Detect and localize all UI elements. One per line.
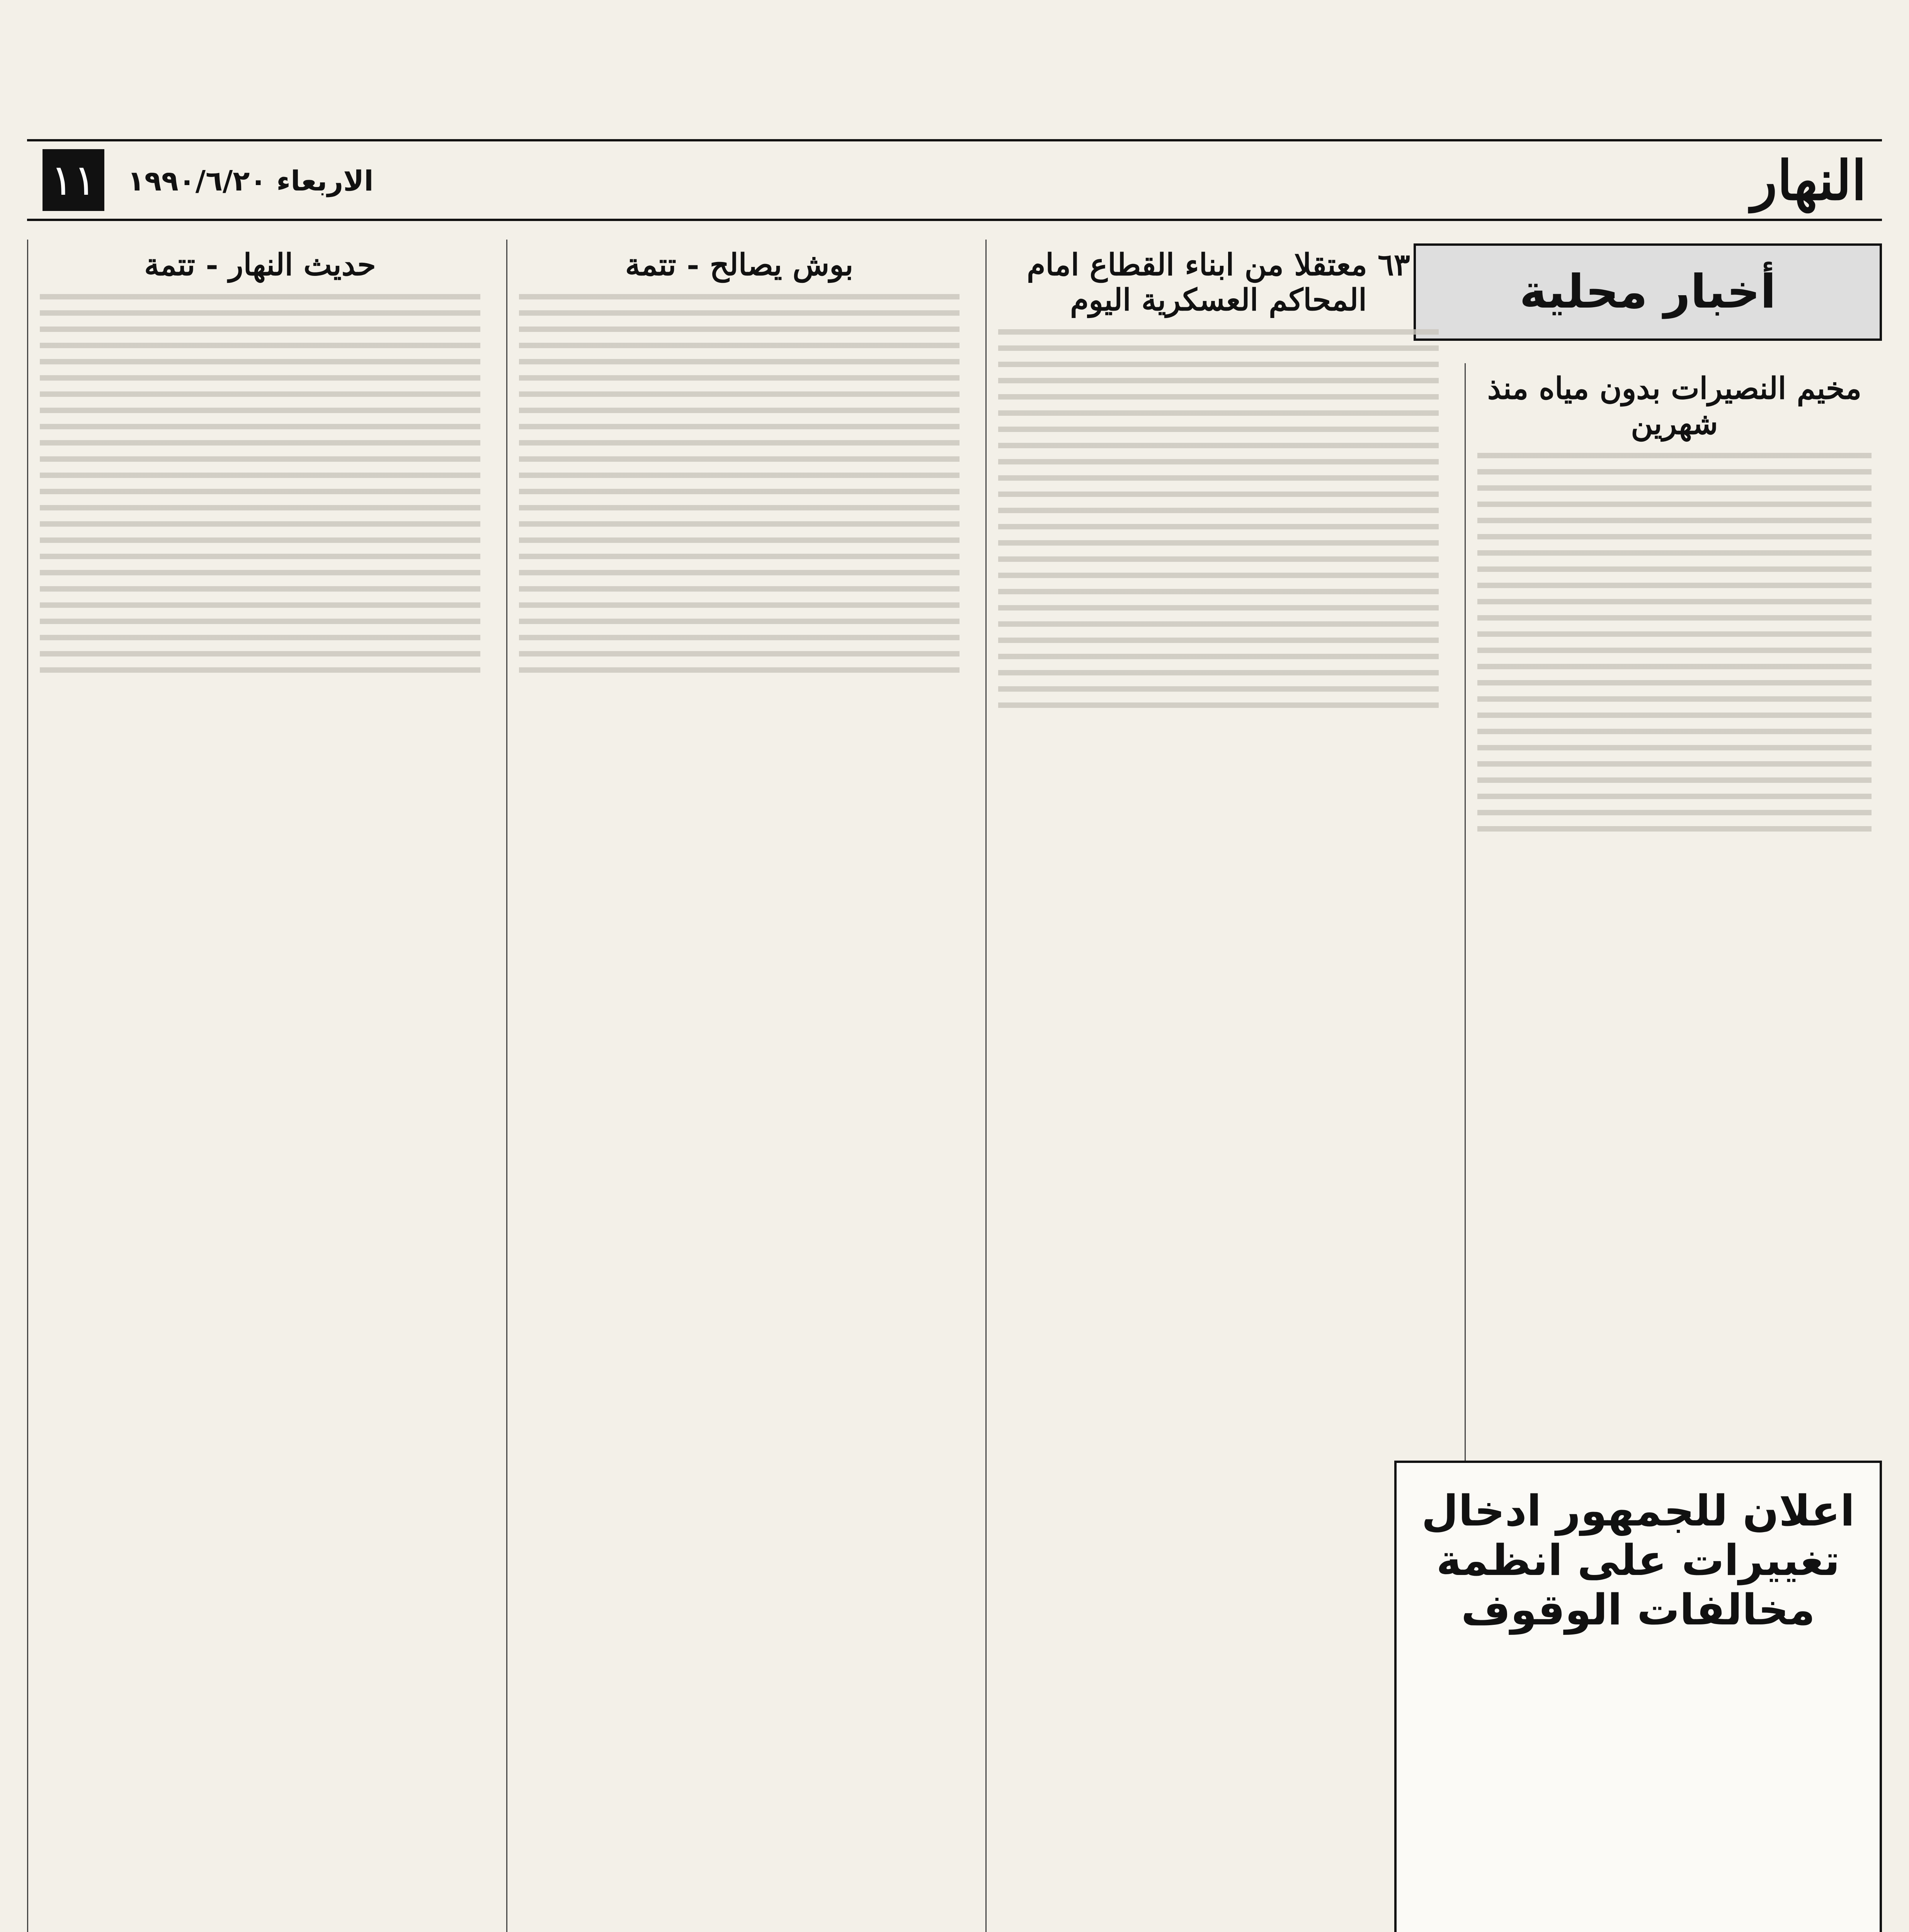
public-notice xyxy=(1394,1461,1882,1932)
article-body xyxy=(998,329,1439,716)
headline-4: حديث النهار - تتمة xyxy=(144,247,376,282)
section-title: أخبار محلية xyxy=(1414,243,1882,341)
article-body xyxy=(40,294,480,680)
article-body xyxy=(519,294,960,680)
headline-3: بوش يصالح - تتمة xyxy=(625,247,854,282)
column-2 xyxy=(985,240,1450,1932)
headline-2: ٦٣ معتقلا من ابناء القطاع امام المحاكم العسكرية اليوم xyxy=(1027,247,1410,318)
column-3 xyxy=(506,240,971,1932)
article-body xyxy=(1477,453,1872,839)
newspaper-page xyxy=(27,23,1882,1932)
newspaper-logo: النهار xyxy=(1751,149,1866,213)
headline-1: مخيم النصيرات بدون مياه منذ شهرين xyxy=(1487,371,1862,441)
masthead xyxy=(27,139,1882,221)
page-number: ١١ xyxy=(43,149,104,211)
dateline: الاربعاء ١٩٩٠/٦/٢٠ xyxy=(128,165,374,197)
notice-title: اعلان للجمهور ادخال تغييرات على انظمة مخالفات الوقوف xyxy=(1421,1486,1855,1634)
column-4 xyxy=(27,240,492,1932)
